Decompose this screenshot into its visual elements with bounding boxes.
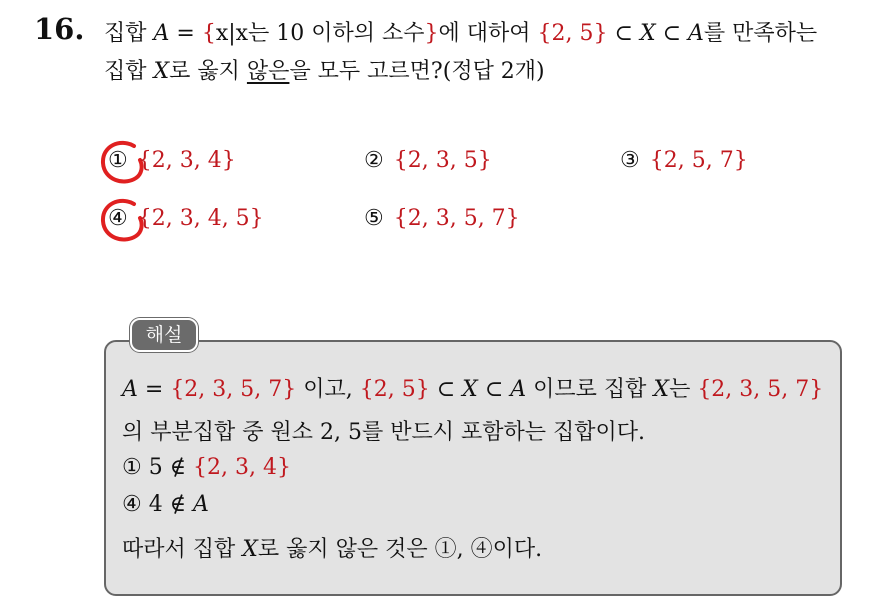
choice-3[interactable]: ③ {2, 5, 7} <box>620 148 748 173</box>
question-stem-line2: 집합 X로 옳지 않은을 모두 고르면?(정답 2개) <box>104 59 545 84</box>
underlined-word: 않은 <box>246 59 290 84</box>
solution-line5: 따라서 집합 X로 옳지 않은 것은 ①, ④이다. <box>122 537 543 562</box>
choice-5[interactable]: ⑤ {2, 3, 5, 7} <box>364 206 520 231</box>
choice-1[interactable]: ① {2, 3, 4} <box>108 148 236 173</box>
question-number: 16. <box>34 12 85 46</box>
solution-line4: ④ 4 ∉ A <box>122 492 209 517</box>
solution-line2: 의 부분집합 중 원소 2, 5를 반드시 포함하는 집합이다. <box>122 420 645 445</box>
question-stem-line1: 집합 A = {x|x는 10 이하의 소수}에 대하여 {2, 5} ⊂ X ⊂ A를 만족하는 <box>104 21 818 46</box>
choice-4[interactable]: ④ {2, 3, 4, 5} <box>108 206 264 231</box>
choice-2[interactable]: ② {2, 3, 5} <box>364 148 492 173</box>
solution-line1: A = {2, 3, 5, 7} 이고, {2, 5} ⊂ X ⊂ A 이므로 집합 X는 {2, 3, 5, 7} <box>122 377 824 402</box>
solution-line3: ① 5 ∉ {2, 3, 4} <box>122 455 291 480</box>
solution-tag: 해설 <box>130 318 198 352</box>
